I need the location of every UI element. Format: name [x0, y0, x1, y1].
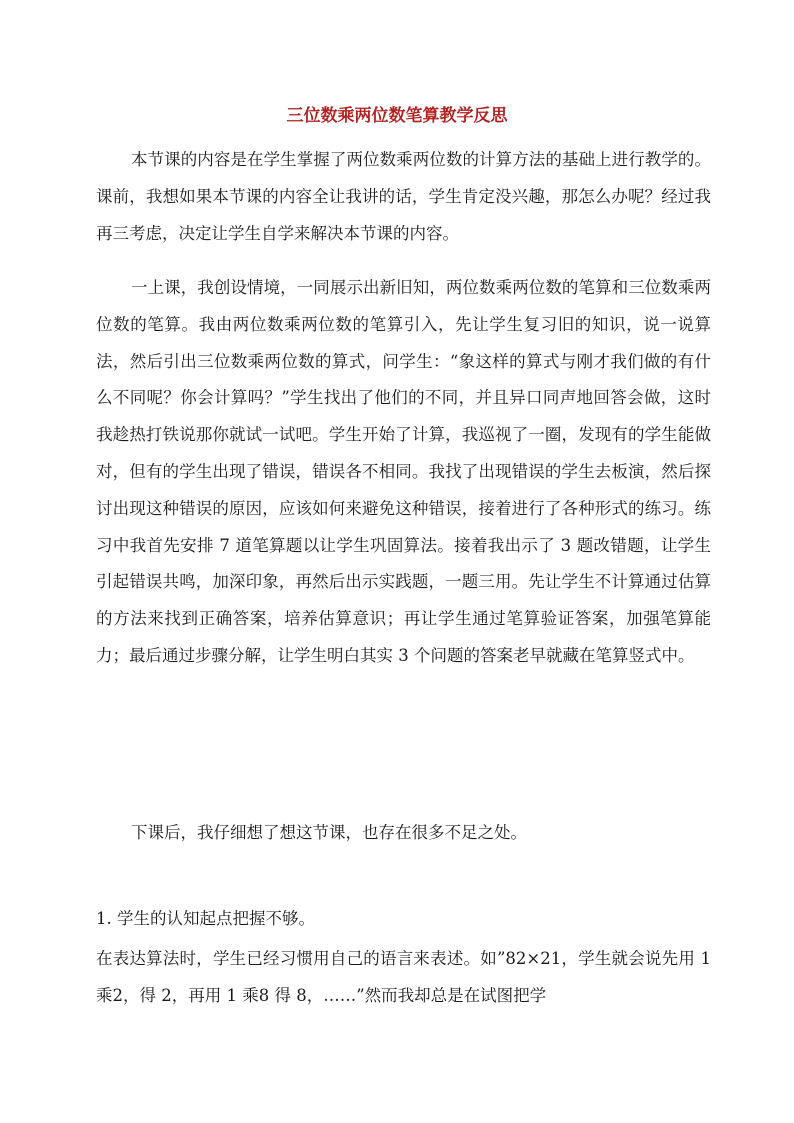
list-heading-1: 1. 学生的认知起点把握不够。 [96, 909, 315, 928]
paragraph-intro: 本节课的内容是在学生掌握了两位数乘两位数的计算方法的基础上进行教学的。课前，我想如果本节课的内容全让我讲的话，学生肯定没兴趣，那怎么办呢？经过我再三考虑，决定让学生自学来解决本节课的内容。 [96, 150, 711, 243]
paragraph-reflection-intro: 下课后，我仔细想了想这节课，也存在很多不足之处。 [131, 823, 527, 842]
paragraph-lesson-process: 一上课，我创设情境，一同展示出新旧知，两位数乘两位数的笔算和三位数乘两位数的笔算。我由两位数乘两位数的笔算引入，先让学生复习旧的知识，说一说算法，然后引出三位数乘两位数的算式，问学生：“象这样的算式与刚才我们做的有什么不同呢？你会计算吗？”学生找出了他们的不同，并且异口同声地回答会做，这时我趁热打铁说那你就试一试吧。学生开始了计算，我巡视了一圈，发现有的学生能做对，但有的学生出现了错误，错误各不相同。我找了出现错误的学生去板演，然后探讨出现这种错误的原因，应该如何来避免这种错误，接着进行了各种形式的练习。练习中我首先安排 7 道笔算题以让学生巩固算法。接着我出示了 3 题改错题，让学生引起错误共鸣，加深印象，再然后出示实践题，一题三用。先让学生不计算通过估算的方法来找到正确答案，培养估算意识；再让学生通过笔算验证答案，加强笔算能力；最后通过步骤分解，让学生明白其实 3 个问题的答案老早就藏在笔算竖式中。 [96, 278, 711, 665]
document-title: 三位数乘两位数笔算教学反思 [286, 106, 508, 126]
paragraph-point-1: 在表达算法时，学生已经习惯用自己的语言来表述。如”82×21，学生就会说先用 1 乘2，得 2，再用 1 乘8 得 8，……”然而我却总是在试图把学 [96, 949, 711, 1005]
